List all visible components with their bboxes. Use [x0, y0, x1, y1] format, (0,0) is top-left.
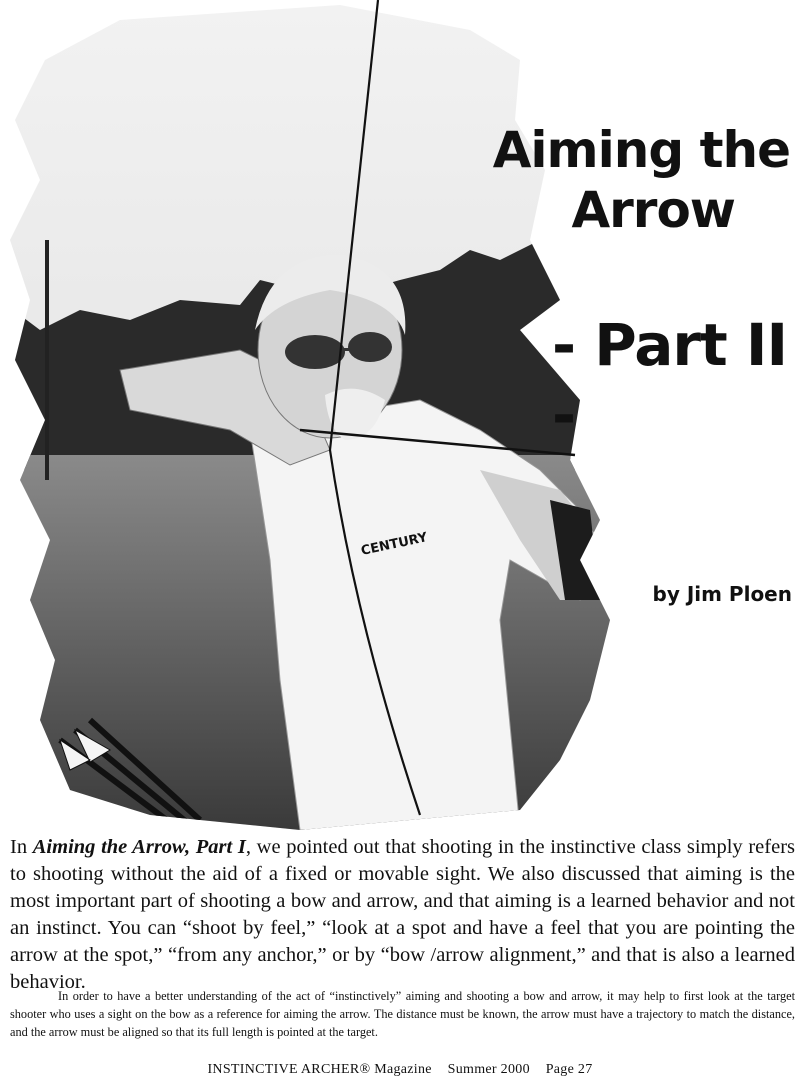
title-part: - Part II -	[552, 311, 788, 449]
article-title	[460, 120, 790, 240]
byline: by Jim Ploen	[652, 582, 792, 606]
footer-publication: INSTINCTIVE ARCHER® Magazine	[207, 1062, 432, 1077]
body-paragraph: In order to have a better understanding of the act of “instinctively” aiming and shooting a bow and arrow, it may help to first look at the target shooter who uses a sight on the bow as a reference for aiming the arrow. The distance must be known, the arrow must have a trajectory to match the distance, and the arrow must be aligned so that its full length is pointed at the target.	[10, 989, 795, 1039]
intro-rest: , we pointed out that shooting in the instinctive class simply refers to shooting without the aid of a fixed or movable sight. We also discussed that aiming is the most important part of shooting a bow and arrow, and that aiming is a learned behavior and not an instinct. You can “shoot by feel,” “look at a spot and have a feel that you are pointing the arrow at the spot,” “from any anchor,” or by “bow /arrow alignment,” and that is also a learned behavior.	[10, 836, 795, 993]
shirt-logo: CENTURY	[359, 530, 429, 559]
title-line-1: Aiming the	[492, 121, 790, 179]
footer-issue: Summer 2000	[447, 1062, 530, 1077]
page-footer	[0, 1062, 800, 1078]
title-line-2: Arrow	[571, 181, 735, 239]
intro-emphasis: Aiming the Arrow, Part I	[32, 836, 246, 858]
intro-lead: In	[10, 836, 33, 858]
footer-page: Page 27	[545, 1062, 593, 1077]
intro-paragraph	[10, 834, 795, 996]
